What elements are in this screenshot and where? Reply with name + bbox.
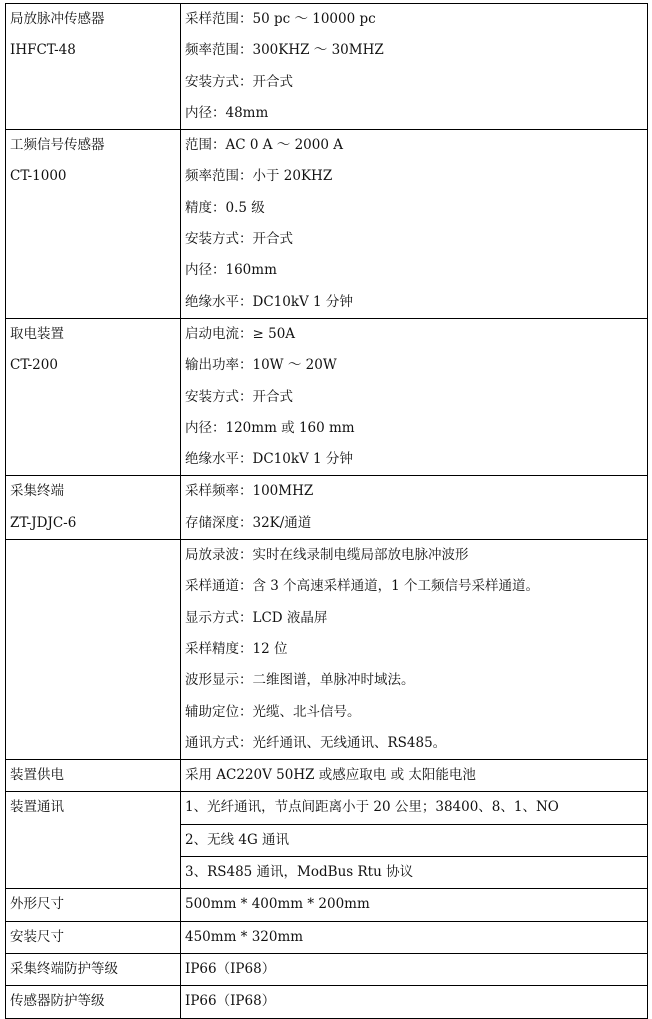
item-name: 装置供电 (10, 767, 64, 784)
item-name: 装置通讯 (10, 799, 64, 816)
item-spec-cell (181, 889, 648, 921)
item-name-cell (6, 760, 181, 792)
item-spec-cell (181, 953, 648, 985)
spec-row (6, 889, 648, 921)
item-name-cell (6, 540, 181, 760)
spec-line: 采样精度：12 位 (185, 640, 288, 657)
spec-row (6, 476, 648, 540)
spec-line: 范围：AC 0 A ～ 2000 A (185, 137, 343, 154)
spec-line: 内径：120mm 或 160 mm (185, 419, 355, 436)
spec-row (6, 760, 648, 792)
spec-line: 绝缘水平：DC10kV 1 分钟 (185, 451, 353, 468)
spec-line: 辅助定位：光缆、北斗信号。 (185, 703, 361, 720)
spec-line: 500mm * 400mm * 200mm (185, 896, 370, 913)
spec-line: 2、无线 4G 通讯 (181, 824, 647, 856)
spec-line: 1、光纤通讯，节点间距离小于 20 公里；38400、8、1、NO (185, 799, 559, 816)
item-name: 外形尺寸 (10, 896, 64, 913)
item-spec-cell (181, 921, 648, 953)
spec-line: 450mm * 320mm (185, 928, 304, 945)
item-name-cell (6, 130, 181, 319)
spec-row (6, 4, 648, 130)
spec-line: 3、RS485 通讯，ModBus Rtu 协议 (181, 856, 647, 888)
item-model: IHFCT-48 (10, 42, 76, 59)
item-spec-cell (181, 792, 648, 889)
spec-line: 精度：0.5 级 (185, 199, 265, 216)
spec-line: 频率范围：300KHZ ～ 30MHZ (185, 42, 384, 59)
item-spec-cell (181, 986, 648, 1018)
spec-line: 局放录波：实时在线录制电缆局部放电脉冲波形 (185, 547, 469, 564)
item-name-cell (6, 476, 181, 540)
spec-line: 采用 AC220V 50HZ 或感应取电 或 太阳能电池 (185, 767, 476, 784)
item-name: 局放脉冲传感器 (10, 11, 105, 27)
item-spec-cell (181, 760, 648, 792)
spec-row (6, 986, 648, 1018)
spec-line: 安装方式：开合式 (185, 231, 293, 248)
item-name-cell (6, 4, 181, 130)
item-name-cell (6, 318, 181, 475)
spec-line: 启动电流：≥ 50A (185, 325, 296, 342)
item-model: CT-1000 (10, 168, 67, 185)
item-name: 传感器防护等级 (10, 993, 105, 1010)
spec-line: 内径：160mm (185, 262, 277, 279)
item-spec-cell (181, 476, 648, 540)
spec-line: IP66（IP68） (185, 960, 276, 977)
spec-line: 绝缘水平：DC10kV 1 分钟 (185, 293, 353, 310)
spec-line: 通讯方式：光纤通讯、无线通讯、RS485。 (185, 734, 447, 751)
spec-line: 显示方式：LCD 液晶屏 (185, 609, 328, 626)
spec-row (6, 130, 648, 319)
spec-line: 采样通道：含 3 个高速采样通道，1 个工频信号采样通道。 (185, 578, 540, 595)
item-name-cell (6, 986, 181, 1018)
spec-line: 采样范围：50 pc ～ 10000 pc (185, 11, 376, 27)
item-name: 工频信号传感器 (10, 137, 105, 154)
item-model: ZT-JDJC-6 (10, 514, 77, 531)
item-name: 取电装置 (10, 325, 64, 342)
spec-row (6, 318, 648, 475)
spec-row (6, 921, 648, 953)
item-model: CT-200 (10, 357, 58, 374)
item-name: 采集终端 (10, 483, 64, 500)
spec-line: 安装方式：开合式 (185, 73, 293, 90)
spec-line: 波形显示：二维图谱，单脉冲时域法。 (185, 672, 415, 689)
item-spec-cell (181, 130, 648, 319)
spec-line: 内径：48mm (185, 104, 269, 121)
spec-line: 安装方式：开合式 (185, 388, 293, 405)
item-name: 安装尺寸 (10, 928, 64, 945)
item-spec-cell (181, 540, 648, 760)
item-spec-cell (181, 4, 648, 130)
item-name-cell (6, 792, 181, 889)
spec-row (6, 792, 648, 889)
item-name-cell (6, 953, 181, 985)
spec-table-body (6, 4, 648, 1019)
item-name-cell (6, 921, 181, 953)
item-name-cell (6, 889, 181, 921)
spec-line: 频率范围：小于 20KHZ (185, 168, 333, 185)
spec-line: 输出功率：10W ～ 20W (185, 357, 337, 374)
spec-row (6, 953, 648, 985)
item-spec-cell (181, 318, 648, 475)
item-name: 采集终端防护等级 (10, 960, 118, 977)
spec-line: 采样频率：100MHZ (185, 483, 314, 500)
spec-line: 存储深度：32K/通道 (185, 514, 312, 531)
spec-line: IP66（IP68） (185, 993, 276, 1010)
spec-row (6, 540, 648, 760)
spec-table (5, 3, 648, 1019)
